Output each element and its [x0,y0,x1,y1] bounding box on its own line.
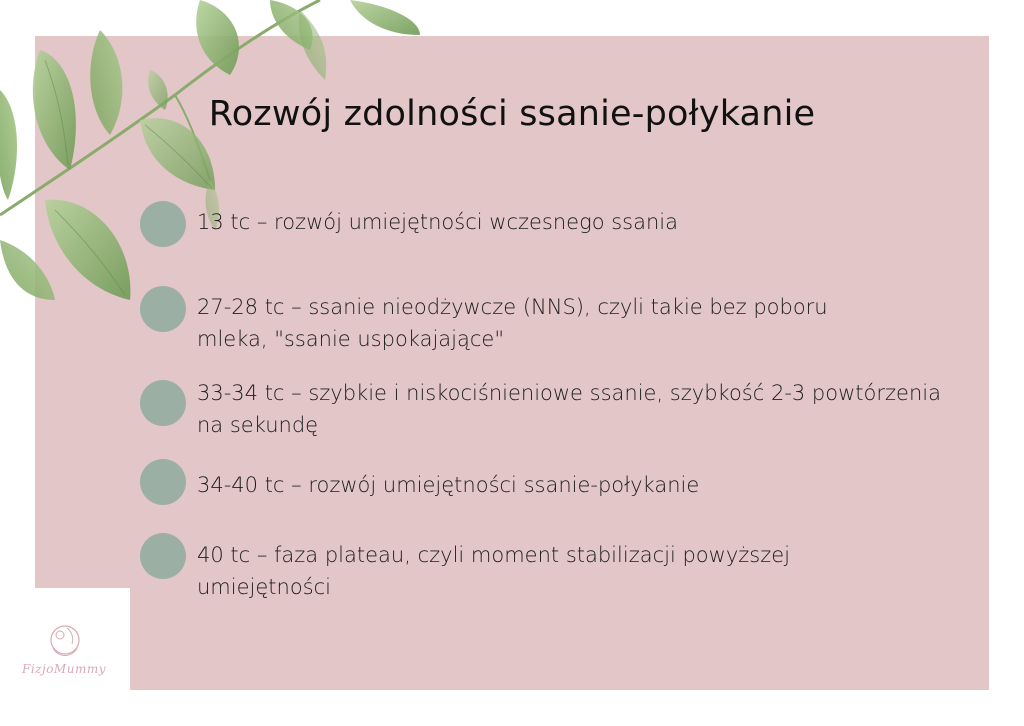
list-item-4-line1: 34-40 tc – rozwój umiejętności ssanie-połykanie [197,473,700,497]
bullet-circle-3 [140,380,186,426]
list-item-3 [197,377,977,441]
bullet-circle-5 [140,533,186,579]
fizjomummy-logo-icon [22,618,108,690]
list-item-4 [197,469,977,501]
list-item-1 [197,206,977,238]
list-item-5-line2: umiejętności [197,575,331,599]
list-item-3-line1: 33-34 tc – szybkie i niskociśnieniowe ssanie, szybkość 2-3 powtórzenia [197,381,941,405]
bullet-circle-1 [140,201,186,247]
list-item-2-line1: 27-28 tc – ssanie nieodżywcze (NNS), czyli takie bez poboru [197,295,828,319]
logo-text: FizjoMummy [22,662,106,676]
list-item-2-line2: mleka, "ssanie uspokajające" [197,327,504,351]
list-item-2 [197,291,977,355]
page-title: Rozwój zdolności ssanie-połykanie [208,94,816,134]
leaf-branch-icon [0,0,430,310]
bullet-circle-2 [140,286,186,332]
bullet-circle-4 [140,459,186,505]
list-item-5-line1: 40 tc – faza plateau, czyli moment stabilizacji powyższej [197,543,790,567]
list-item-5 [197,539,977,603]
list-item-1-line1: 13 tc – rozwój umiejętności wczesnego ssania [197,210,678,234]
list-item-3-line2: na sekundę [197,413,319,437]
